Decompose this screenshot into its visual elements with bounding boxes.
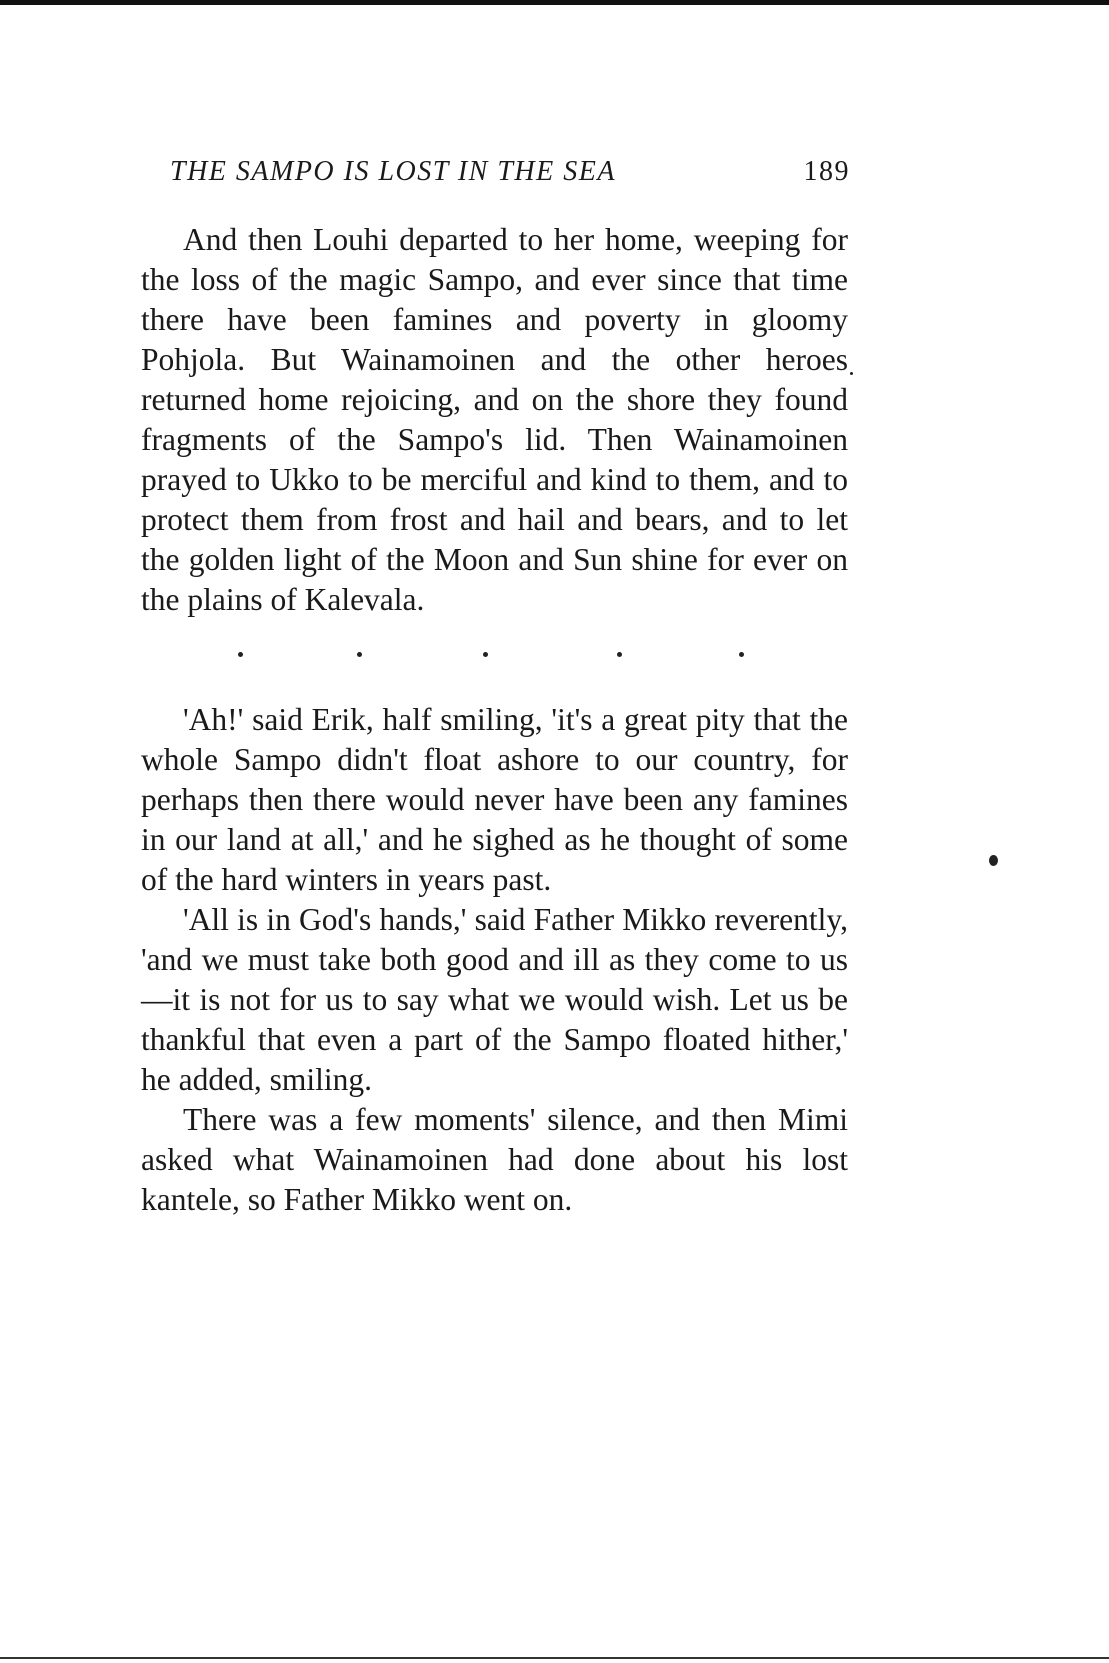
paragraph-father-mikko-reply: 'All is in God's hands,' said Father Mikko reverently, 'and we must take both good and ill as they come to us—it is not for us to say what we would wish. Let us be thankful that even a part of the Sampo floated hither,' he added, smiling.: [141, 902, 848, 1097]
break-dot: [357, 652, 362, 657]
page-number: 189: [803, 156, 850, 187]
running-head: [170, 156, 850, 196]
section-break-dots: [141, 638, 848, 678]
bottom-border-rule: [0, 1657, 1109, 1659]
break-dot: [483, 652, 488, 657]
break-dot: [617, 652, 622, 657]
paragraph-erik-remark: 'Ah!' said Erik, half smiling, 'it's a great pity that the whole Sampo didn't float ashore to our country, for perhaps then there would never have been any famines in our land at all,' and he sighed as he thought of some of the hard winters in years past.: [141, 702, 848, 897]
break-dot: [238, 652, 243, 657]
body-text: [141, 220, 848, 1220]
top-border-rule: [0, 0, 1109, 5]
paragraph-louhi-departs: And then Louhi departed to her home, weeping for the loss of the magic Sampo, and ever since that time there have been famines and poverty in gloomy Pohjola. But Wainamoinen and the other heroes returned home rejoicing, and on the shore they found fragments of the Sampo's lid. Then Wainamoinen prayed to Ukko to be merciful and kind to them, and to protect them from frost and hail and bears, and to let the golden light of the Moon and Sun shine for ever on the plains of Kalevala.: [141, 222, 848, 617]
running-title: THE SAMPO IS LOST IN THE SEA: [170, 156, 616, 187]
break-dot: [739, 652, 744, 657]
scan-speck: [989, 855, 998, 866]
paragraph-mimi-question: There was a few moments' silence, and then Mimi asked what Wainamoinen had done about his lost kantele, so Father Mikko went on.: [141, 1102, 848, 1217]
scan-speck: [850, 372, 853, 375]
